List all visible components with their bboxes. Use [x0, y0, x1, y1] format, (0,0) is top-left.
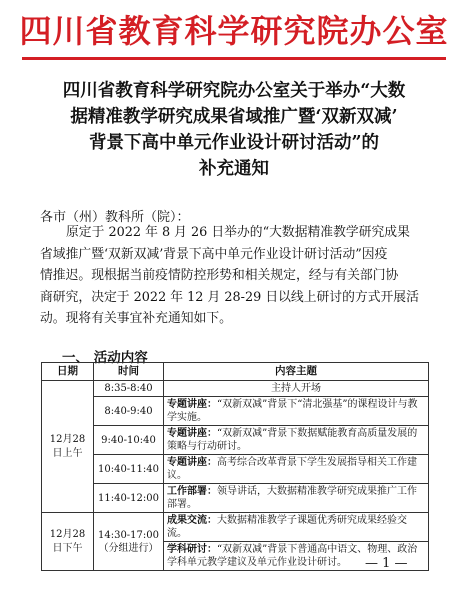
masthead-title: 四川省教育科学研究院办公室: [19, 12, 449, 50]
header-topic: 内容主题: [164, 363, 429, 381]
time-cell: 10:40-11:40: [94, 455, 164, 484]
time-cell: 8:35-8:40: [94, 381, 164, 397]
topic-text: 高考综合改革背景下学生发展指导相关工作建议。: [167, 457, 417, 481]
time-cell: 11:40-12:00: [94, 484, 164, 513]
time-range: 14:30-17:00: [97, 529, 159, 541]
title-line-2: 据精准教学研究成果省域推广暨‘双新双减’: [70, 107, 398, 127]
title-line-4: 补充通知: [199, 159, 269, 179]
topic-cell: [164, 513, 429, 542]
body-line: 省域推广暨‘双新双减’背景下高中单元作业设计研讨活动”因疫: [40, 246, 388, 262]
body-line: 情推迟。现根据当前疫情防控形势和相关规定，经与有关部门协: [40, 268, 399, 283]
masthead: [0, 8, 468, 50]
time-cell: 8:40-9:40: [94, 397, 164, 426]
topic-text: 领导讲话，大数据精准教学研究成果推广工作部署。: [167, 486, 417, 510]
time-cell: [94, 513, 164, 571]
topic-cell: [164, 426, 429, 455]
topic-text: “双新双减”背景下普通高中语文、物理、政治学科单元教学建议及单元作业设计研讨。: [167, 544, 418, 568]
body-line: 原定于 2022 年 8 月 26 日举办的“大数据精准教学研究成果: [66, 225, 410, 240]
body-line: 商研究，决定于 2022 年 12 月 28-29 日以线上研讨的方式开展活: [40, 289, 419, 305]
title-line-1: 四川省教育科学研究院办公室关于举办“大数: [62, 81, 406, 101]
topic-label: 专题讲座：: [167, 399, 217, 410]
salutation: 各市（州）教科所（院）：: [40, 210, 190, 225]
body-paragraph: [40, 222, 428, 330]
topic-cell: [164, 381, 429, 397]
activity-schedule-table: [41, 362, 429, 571]
topic-text: “双新双减”背景下数据赋能教育高质量发展的策略与行动研讨。: [167, 428, 418, 452]
body-line: 动。现将有关事宜补充通知如下。: [40, 311, 232, 326]
topic-cell: [164, 484, 429, 513]
table-row: [42, 455, 429, 484]
topic-text: “双新双减”背景下“清北强基”的课程设计与教学实施。: [167, 399, 418, 423]
topic-label: 专题讲座：: [167, 428, 217, 439]
topic-label: 成果交流：: [167, 515, 217, 526]
header-date: 日期: [42, 363, 94, 381]
topic-text: 大数据精准教学子课题优秀研究成果经验交流。: [167, 515, 407, 539]
table-header-row: [42, 363, 429, 381]
topic-cell: [164, 397, 429, 426]
section-heading: 一、 活动内容: [62, 350, 148, 366]
page-number: — 1 —: [365, 556, 408, 571]
masthead-divider: [22, 57, 446, 60]
time-note: （分组进行）: [98, 542, 159, 554]
date-cell-afternoon: 12月28日下午: [42, 513, 94, 571]
table-row: [42, 426, 429, 455]
table-row: [42, 484, 429, 513]
topic-label: 专题讲座：: [167, 457, 217, 468]
topic-label: 学科研讨：: [167, 544, 217, 555]
header-time: 时间: [94, 363, 164, 381]
document-title: [20, 78, 448, 182]
table-row: [42, 397, 429, 426]
title-line-3: 背景下高中单元作业设计研讨活动”的: [88, 133, 380, 153]
table-row: [42, 381, 429, 397]
time-cell: 9:40-10:40: [94, 426, 164, 455]
date-cell-morning: 12月28日上午: [42, 381, 94, 513]
topic-label: 工作部署：: [167, 486, 217, 497]
topic-cell: [164, 455, 429, 484]
table-row: [42, 513, 429, 542]
topic-text: 主持人开场: [271, 383, 321, 394]
